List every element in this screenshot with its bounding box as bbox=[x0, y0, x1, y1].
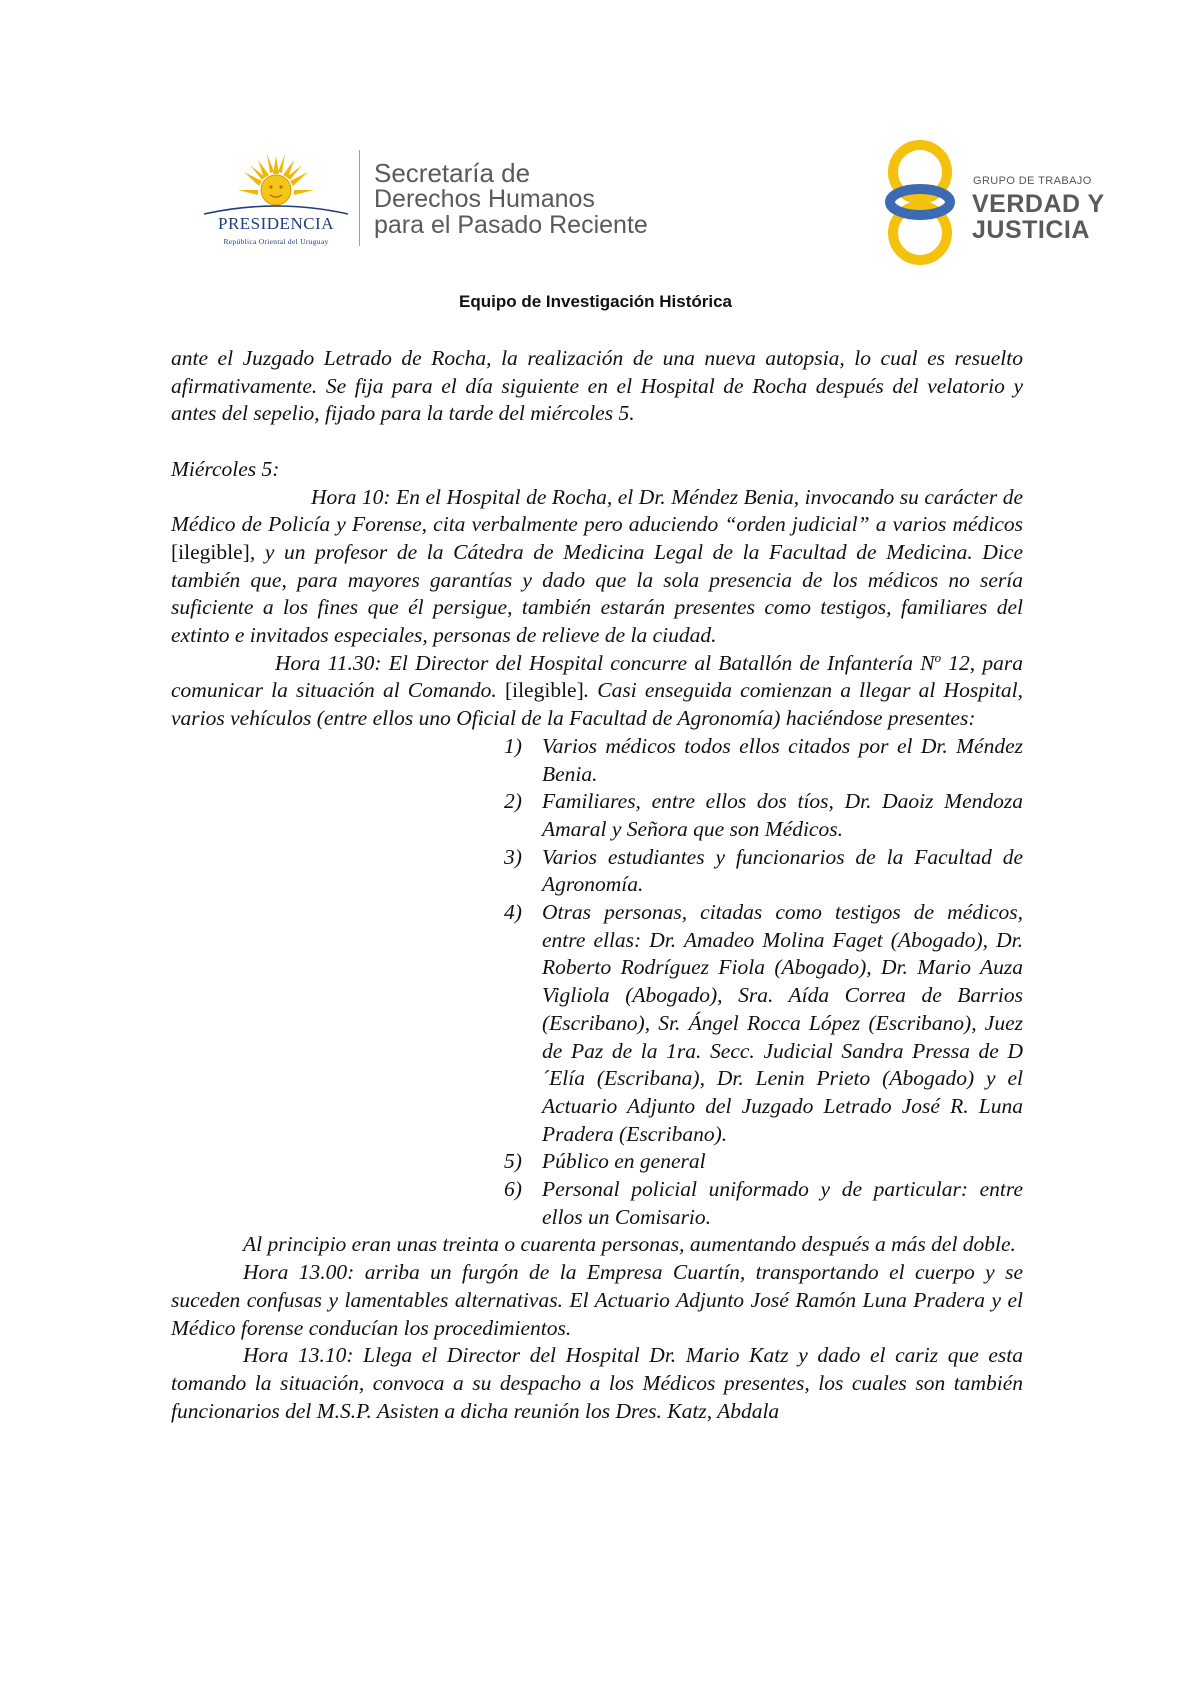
presidencia-logo bbox=[196, 150, 356, 250]
page-subheading: Equipo de Investigación Histórica bbox=[459, 292, 732, 311]
grupo-de-trabajo-label: GRUPO DE TRABAJO bbox=[973, 175, 1092, 187]
paragraph-hora-10-part-a: Hora 10: En el Hospital de Rocha, el Dr. Méndez Benia, invocando su carácter de Médico de Policía y Forense, cita verbalmente pero aduciendo “orden judicial” a varios médicos bbox=[171, 484, 1023, 537]
verdad-justicia-logo bbox=[880, 140, 1105, 265]
paragraph-hora-13-00: Hora 13.00: arriba un furgón de la Empresa Cuartín, transportando el cuerpo y se suceden confusas y lamentables alternativas. El Actuario Adjunto José Ramón Luna Pradera y el Médico forense conducían los procedimientos. bbox=[171, 1260, 1023, 1340]
paragraph-hora-11-30-part-a: Hora 11.30: El Director del Hospital concurre al Batallón de Infantería N bbox=[275, 650, 935, 675]
verdad-label: VERDAD Y bbox=[972, 190, 1105, 218]
day-heading: Miércoles 5: bbox=[171, 456, 280, 481]
secretaria-line-1: Secretaría de bbox=[374, 158, 531, 188]
list-item bbox=[504, 1148, 1023, 1176]
paragraph-1: ante el Juzgado Letrado de Rocha, la realización de una nueva autopsia, lo cual es resuelto afirmativamente. Se fija para el día siguiente en el Hospital de Rocha después del velatorio y antes del sepelio, fijado para la tarde del miércoles 5. bbox=[171, 346, 1023, 426]
paragraph-hora-10-part-b: , y un profesor de la Cátedra de Medicina Legal de la Facultad de Medicina. Dice también que, para mayores garantías y dado que la sola presencia de los médicos no sería suficiente a los fines que él persigue, también estarán presentes como testigos, familiares del extinto e invitados especiales, personas de relieve de la ciudad. bbox=[171, 539, 1023, 648]
list-item-text: Familiares, entre ellos dos tíos, Dr. Daoiz Mendoza Amaral y Señora que son Médicos. bbox=[542, 789, 1023, 841]
attendees-list bbox=[171, 733, 1023, 1232]
list-item-text: Personal policial uniformado y de particular: entre ellos un Comisario. bbox=[542, 1177, 1023, 1229]
document-body bbox=[171, 345, 1023, 1425]
list-item-number: 3) bbox=[504, 844, 522, 869]
paragraph-hora-10 bbox=[171, 484, 1023, 650]
list-item-number: 4) bbox=[504, 900, 522, 925]
list-item-text: Otras personas, citadas como testigos de médicos, entre ellas: Dr. Amadeo Molina Faget (Abogado), Dr. Roberto Rodríguez Fiola (Abogado), Dr. Mario Auza Vigliola (Abogado), Sra. Aída Correa de Barrios (Escribano), Sr. Ángel Rocca López (Escribano), Juez de Paz de la 1ra. Secc. Judicial Sandra Pressa de D´Elía (Escribana), Dr. Lenin Prieto (Abogado) y el Actuario Adjunto del Juzgado Letrado José R. Luna Pradera (Escribano). bbox=[542, 900, 1023, 1146]
list-item-number: 1) bbox=[504, 733, 522, 758]
list-item-number: 6) bbox=[504, 1177, 522, 1202]
illegible-marker: [ilegible] bbox=[171, 539, 250, 564]
list-item-text: Público en general bbox=[542, 1149, 706, 1174]
presidencia-subtitle: República Oriental del Uruguay bbox=[223, 237, 329, 246]
list-item bbox=[504, 788, 1023, 843]
list-item-text: Varios médicos todos ellos citados por el Dr. Méndez Benia. bbox=[542, 733, 1023, 786]
paragraph-hora-13-10: Hora 13.10: Llega el Director del Hospital Dr. Mario Katz y dado el cariz que esta tomando la situación, convoca a su despacho a los Médicos presentes, los cuales son también funcionarios del M.S.P. Asisten a dicha reunión los Dres. Katz, Abdala bbox=[171, 1343, 1023, 1423]
paragraph-gap bbox=[171, 428, 1023, 456]
paragraph-hora-11-30 bbox=[171, 650, 1023, 733]
list-item-number: 2) bbox=[504, 789, 522, 814]
paragraph-hora-11-30-part-c: . Casi enseguida comienzan a llegar al Hospital, varios vehículos (entre ellos uno Oficial de la Facultad de Agronomía) haciéndose presentes: bbox=[171, 678, 1023, 731]
ordinal-superscript: o bbox=[934, 649, 942, 665]
justicia-label: JUSTICIA bbox=[972, 216, 1090, 244]
secretaria-title bbox=[374, 160, 648, 238]
secretaria-line-3: para el Pasado Reciente bbox=[374, 211, 648, 239]
list-item bbox=[504, 899, 1023, 1148]
interlinked-rings-icon bbox=[880, 140, 960, 265]
list-item bbox=[504, 1176, 1023, 1231]
list-item-text: Varios estudiantes y funcionarios de la Facultad de Agronomía. bbox=[542, 844, 1023, 897]
illegible-marker: [ilegible] bbox=[504, 678, 584, 703]
list-item-number: 5) bbox=[504, 1149, 522, 1174]
secretaria-line-2: Derechos Humanos bbox=[374, 185, 595, 213]
sun-emblem-icon bbox=[234, 150, 318, 210]
paragraph-principio: Al principio eran unas treinta o cuarenta personas, aumentando después a más del doble. bbox=[243, 1232, 1016, 1257]
list-item bbox=[504, 844, 1023, 899]
presidencia-wordmark: PRESIDENCIA bbox=[217, 214, 334, 233]
header-divider bbox=[359, 150, 360, 246]
list-item bbox=[504, 733, 1023, 788]
paragraph-hora-11-30-part-b: 12, para comunicar la situación al Comando. bbox=[171, 650, 1023, 703]
